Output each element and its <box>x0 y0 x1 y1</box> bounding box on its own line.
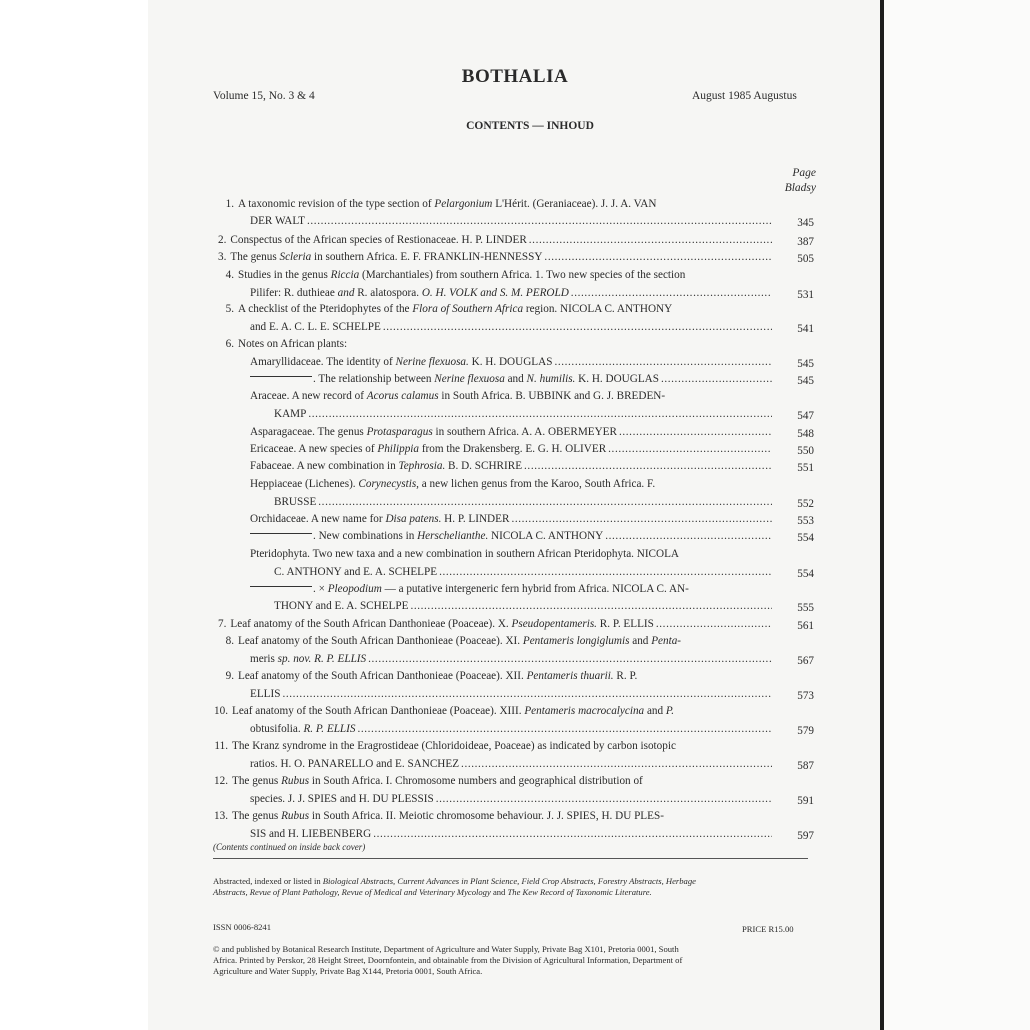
toc-page-number: 545 <box>797 358 814 370</box>
toc-page-number: 561 <box>797 620 814 632</box>
toc-entry-line[interactable] <box>250 388 776 404</box>
toc-entry-line[interactable] <box>250 686 776 702</box>
toc-entry-line[interactable] <box>250 319 776 335</box>
toc-page-number: 551 <box>797 462 814 474</box>
dot-leader <box>461 756 772 772</box>
dot-leader <box>318 494 772 510</box>
toc-entry-line[interactable] <box>250 424 776 440</box>
ditto-dash <box>250 586 312 587</box>
dot-leader <box>307 213 772 229</box>
contents-continued-note: (Contents continued on inside back cover) <box>213 842 366 852</box>
toc-entry-line[interactable] <box>274 564 776 580</box>
dot-leader <box>511 511 772 527</box>
toc-entry-number: 9. <box>225 670 234 682</box>
toc-entry-text: DER WALT <box>250 215 306 227</box>
toc-entry-line[interactable] <box>250 476 776 492</box>
toc-entry-text: obtusifolia. R. P. ELLIS <box>250 723 356 735</box>
toc-entry-line[interactable] <box>212 808 776 824</box>
toc-entry-line[interactable] <box>274 406 776 422</box>
toc-page-number: 550 <box>797 445 814 457</box>
toc-entry-line[interactable] <box>250 458 776 474</box>
dot-leader <box>308 406 772 422</box>
toc-entry-text: Leaf anatomy of the South African Danthonieae (Poaceae). XII. Pentameris thuarii. R. P. <box>238 670 638 682</box>
toc-page-number: 579 <box>797 725 814 737</box>
dot-leader <box>282 686 772 702</box>
toc-entry-text: Orchidaceae. A new name for Disa patens. H. P. LINDER <box>250 513 510 525</box>
toc-entry-line[interactable] <box>250 546 776 562</box>
toc-entry-text: Pilifer: R. duthieae and R. alatospora. O. H. VOLK and S. M. PEROLD <box>250 287 569 299</box>
toc-page-number: 554 <box>797 568 814 580</box>
dot-leader <box>605 528 772 544</box>
journal-title: BOTHALIA <box>461 66 569 87</box>
toc-page-number: 591 <box>797 795 814 807</box>
price: PRICE R15.00 <box>742 924 794 934</box>
toc-page-number: 505 <box>797 253 814 265</box>
toc-entry-number: 11. <box>214 740 228 752</box>
dot-leader <box>436 791 772 807</box>
dot-leader <box>439 564 772 580</box>
dot-leader <box>524 458 772 474</box>
toc-page-number: 541 <box>797 323 814 335</box>
toc-entry-line[interactable] <box>250 756 776 772</box>
dot-leader <box>619 424 772 440</box>
toc-entry-line[interactable] <box>250 441 776 457</box>
toc-entry-text: Leaf anatomy of the South African Danthonieae (Poaceae). XIII. Pentameris macrocalycina and P. <box>232 705 675 717</box>
toc-entry-line[interactable] <box>218 232 776 248</box>
toc-entry-text: . New combinations in Herschelianthe. NICOLA C. ANTHONY <box>250 528 603 544</box>
toc-entry-text: . The relationship between Nerine flexuosa and N. humilis. K. H. DOUGLAS <box>250 371 659 387</box>
abstracting-services-note: Abstracted, indexed or listed in Biological Abstracts, Current Advances in Plant Science, Field Crop Abstracts, Forestry Abstracts, Herbage Abstracts, Revue of Plant Pathology, Revue of Medical and Veterinary Mycology and The Kew Record of Taxonomic Literature. <box>213 876 696 897</box>
toc-entry-line[interactable] <box>218 301 776 317</box>
toc-entry-line[interactable] <box>218 249 776 265</box>
toc-entry-number: 4. <box>225 269 234 281</box>
toc-entry-number: 8. <box>225 635 234 647</box>
toc-entry-text: Notes on African plants: <box>238 338 348 350</box>
toc-page-number: 567 <box>797 655 814 667</box>
toc-page-number: 597 <box>797 830 814 842</box>
toc-entry-text: Conspectus of the African species of Restionaceae. H. P. LINDER <box>230 234 527 246</box>
toc-entry-text: Asparagaceae. The genus Protasparagus in southern Africa. A. A. OBERMEYER <box>250 426 617 438</box>
toc-page-number: 554 <box>797 532 814 544</box>
toc-entry-text: Studies in the genus Riccia (Marchantiales) from southern Africa. 1. Two new species of the section <box>238 269 686 281</box>
dot-leader <box>357 721 772 737</box>
toc-entry-line[interactable] <box>274 494 776 510</box>
toc-entry-line[interactable] <box>218 668 776 684</box>
page-label-alt: Bladsy <box>784 182 816 194</box>
toc-entry-text: A taxonomic revision of the type section of Pelargonium L'Hérit. (Geraniaceae). J. J. A. VAN <box>238 198 657 210</box>
toc-entry-line[interactable] <box>250 651 776 667</box>
toc-entry-text: A checklist of the Pteridophytes of the Flora of Southern Africa region. NICOLA C. ANTHONY <box>238 303 673 315</box>
toc-page-number: 587 <box>797 760 814 772</box>
toc-entry-line[interactable] <box>218 336 776 352</box>
issn-number: ISSN 0006-8241 <box>213 922 272 932</box>
toc-entry-number: 13. <box>214 810 228 822</box>
footer-divider <box>213 858 808 859</box>
toc-entry-text: ratios. H. O. PANARELLO and E. SANCHEZ <box>250 758 460 770</box>
dot-leader <box>383 319 772 335</box>
toc-page-number: 552 <box>797 498 814 510</box>
toc-entry-text: Fabaceae. A new combination in Tephrosia. B. D. SCHRIRE <box>250 460 523 472</box>
toc-entry-line[interactable] <box>218 633 776 649</box>
toc-entry-line[interactable] <box>218 616 776 632</box>
toc-entry-text: BRUSSE <box>274 496 317 508</box>
toc-entry-text: Ericaceae. A new species of Philippia from the Drakensberg. E. G. H. OLIVER <box>250 443 607 455</box>
toc-page-number: 531 <box>797 289 814 301</box>
toc-entry-number: 10. <box>214 705 228 717</box>
dot-leader <box>368 651 772 667</box>
toc-entry-line[interactable] <box>274 598 776 614</box>
toc-page-number: 553 <box>797 515 814 527</box>
toc-entry-number: 5. <box>225 303 234 315</box>
ditto-dash <box>250 533 312 534</box>
toc-entry-line[interactable] <box>250 213 776 229</box>
issue-date: August 1985 Augustus <box>692 90 797 102</box>
toc-entry-text: SIS and H. LIEBENBERG <box>250 828 372 840</box>
toc-entry-number: 7. <box>218 618 227 630</box>
toc-entry-line[interactable] <box>250 285 776 301</box>
toc-entry-line[interactable] <box>250 371 776 387</box>
volume-number: Volume 15, No. 3 & 4 <box>213 90 315 102</box>
dot-leader <box>661 371 772 387</box>
page-label: Page <box>792 167 816 179</box>
toc-entry-text: The Kranz syndrome in the Eragrostideae (Chloridoideae, Poaceae) as indicated by carbon isotopic <box>232 740 676 752</box>
toc-entry-line[interactable] <box>212 773 776 789</box>
toc-entry-line[interactable] <box>218 196 776 212</box>
dot-leader <box>529 232 772 248</box>
toc-entry-line[interactable] <box>250 721 776 737</box>
toc-entry-text: Araceae. A new record of Acorus calamus in South Africa. B. UBBINK and G. J. BREDEN- <box>250 390 666 402</box>
toc-entry-number: 2. <box>218 234 227 246</box>
toc-page-number: 387 <box>797 236 814 248</box>
toc-page-number: 548 <box>797 428 814 440</box>
toc-entry-line[interactable] <box>250 826 776 842</box>
toc-entry-line[interactable] <box>250 354 776 370</box>
dot-leader <box>544 249 772 265</box>
toc-entry-text: and E. A. C. L. E. SCHELPE <box>250 321 381 333</box>
toc-entry-text: C. ANTHONY and E. A. SCHELPE <box>274 566 438 578</box>
toc-entry-text: The genus Scleria in southern Africa. E. F. FRANKLIN-HENNESSY <box>230 251 543 263</box>
dot-leader <box>571 285 772 301</box>
toc-entry-line[interactable] <box>212 703 776 719</box>
toc-entry-text: The genus Rubus in South Africa. II. Meiotic chromosome behaviour. J. J. SPIES, H. DU PLES- <box>232 810 664 822</box>
toc-entry-number: 12. <box>214 775 228 787</box>
toc-entry-number: 6. <box>225 338 234 350</box>
toc-entry-text: Leaf anatomy of the South African Danthonieae (Poaceae). XI. Pentameris longiglumis and Penta- <box>238 635 682 647</box>
toc-entry-text: KAMP <box>274 408 307 420</box>
toc-page-number: 345 <box>797 217 814 229</box>
dot-leader <box>554 354 772 370</box>
publisher-note: © and published by Botanical Research Institute, Department of Agriculture and Water Supply, Private Bag X101, Pretoria 0001, South Africa. Printed by Perskor, 28 Height Street, Doornfontein, and obtainable from the Division of Agricultural Information, Department of Agriculture and Water Supply, Private Bag X144, Pretoria 0001, South Africa. <box>213 944 683 976</box>
toc-entry-text: meris sp. nov. R. P. ELLIS <box>250 653 367 665</box>
toc-entry-line[interactable] <box>250 581 776 597</box>
dot-leader <box>373 826 772 842</box>
toc-entry-line[interactable] <box>250 528 776 544</box>
toc-entry-text: species. J. J. SPIES and H. DU PLESSIS <box>250 793 434 805</box>
toc-page-number: 573 <box>797 690 814 702</box>
ditto-dash <box>250 376 312 377</box>
dot-leader <box>608 441 772 457</box>
toc-entry-text: The genus Rubus in South Africa. I. Chromosome numbers and geographical distribution of <box>232 775 643 787</box>
toc-entry-text: Pteridophyta. Two new taxa and a new combination in southern African Pteridophyta. NICOLA <box>250 548 680 560</box>
toc-entry-number: 1. <box>225 198 234 210</box>
toc-entry-text: . × Pleopodium — a putative intergeneric fern hybrid from Africa. NICOLA C. AN- <box>250 581 689 597</box>
toc-page-number: 547 <box>797 410 814 422</box>
toc-entry-line[interactable] <box>250 511 776 527</box>
dot-leader <box>410 598 772 614</box>
toc-entry-number: 3. <box>218 251 227 263</box>
toc-entry-text: ELLIS <box>250 688 281 700</box>
toc-entry-text: Heppiaceae (Lichenes). Corynecystis, a new lichen genus from the Karoo, South Africa. F. <box>250 478 656 490</box>
contents-heading: CONTENTS — INHOUD <box>466 120 594 132</box>
toc-entry-text: THONY and E. A. SCHELPE <box>274 600 409 612</box>
toc-entry-text: Leaf anatomy of the South African Danthonieae (Poaceae). X. Pseudopentameris. R. P. ELLIS <box>230 618 654 630</box>
toc-entry-line[interactable] <box>218 267 776 283</box>
toc-entry-line[interactable] <box>250 791 776 807</box>
toc-page-number: 545 <box>797 375 814 387</box>
toc-entry-line[interactable] <box>212 738 776 754</box>
dot-leader <box>656 616 772 632</box>
toc-page-number: 555 <box>797 602 814 614</box>
toc-entry-text: Amaryllidaceae. The identity of Nerine flexuosa. K. H. DOUGLAS <box>250 356 553 368</box>
